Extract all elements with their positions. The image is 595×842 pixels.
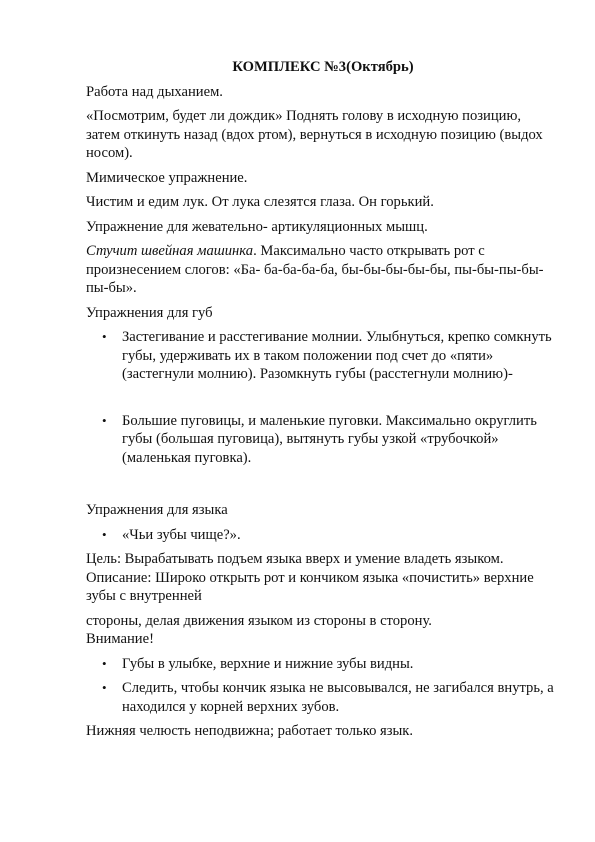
- section-tongue-heading: Упражнения для языка: [86, 502, 228, 518]
- section-lips-heading: Упражнения для губ: [86, 304, 213, 321]
- list-item: • Губы в улыбке, верхние и нижние зубы видны.: [122, 655, 556, 674]
- list-item: • Застегивание и расстегивание молнии. Улыбнуться, крепко сомкнуть губы, удерживать их в таком положении под счет до «пяти» (застегнули молнию). Разомкнуть губы (расстегнули молнию)-: [122, 328, 556, 384]
- list-item: • Большие пуговицы, и маленькие пуговки. Максимально округлить губы (большая пуговица), вытянуть губы узкой «трубочкой» (маленькая пуговка).: [122, 412, 556, 468]
- lips-exercise-list-2: [86, 412, 556, 468]
- attention-label: Внимание!: [86, 631, 154, 647]
- attention-list: [86, 655, 556, 717]
- lips-exercise-list: [86, 328, 556, 384]
- section-breathing-heading: Работа над дыханием.: [86, 83, 223, 100]
- section-chewing-heading: Упражнение для жевательно- артикуляционных мышц.: [86, 218, 428, 235]
- section-mimic-text: Чистим и едим лук. От лука слезятся глаза. Он горький.: [86, 194, 434, 210]
- tongue-description-continued: стороны, делая движения языком из стороны в сторону.: [86, 612, 432, 629]
- list-item: • «Чьи зубы чище?».: [122, 526, 556, 545]
- list-item: • Следить, чтобы кончик языка не высовывался, не загибался внутрь, а находился у корней верхних зубов.: [122, 679, 556, 716]
- document-page: [86, 58, 556, 747]
- section-mimic-heading: Мимическое упражнение.: [86, 169, 248, 186]
- exercise-description: . Максимально часто открывать рот с произнесением слогов: «Ба- ба-ба-ба-ба, бы-бы-бы-бы-бы, пы-бы-пы-бы-пы-бы».: [86, 243, 544, 296]
- exercise-name: Стучит швейная машинка: [86, 243, 254, 259]
- tongue-goal: Цель: Вырабатывать подъем языка вверх и умение владеть языком.: [86, 551, 504, 567]
- final-note: Нижняя челюсть неподвижна; работает только язык.: [86, 723, 414, 739]
- tongue-description: Описание: Широко открыть рот и кончиком языка «почистить» верхние зубы с внутренней: [86, 569, 534, 604]
- page-title: КОМПЛЕКС №3(Октябрь): [232, 59, 414, 75]
- section-breathing-text: «Посмотрим, будет ли дождик» Поднять голову в исходную позицию, затем откинуть назад (вдох ртом), вернуться в исходную позицию (выдох носом).: [86, 108, 543, 161]
- tongue-exercise-list: [86, 526, 556, 545]
- section-chewing-text: [86, 242, 556, 298]
